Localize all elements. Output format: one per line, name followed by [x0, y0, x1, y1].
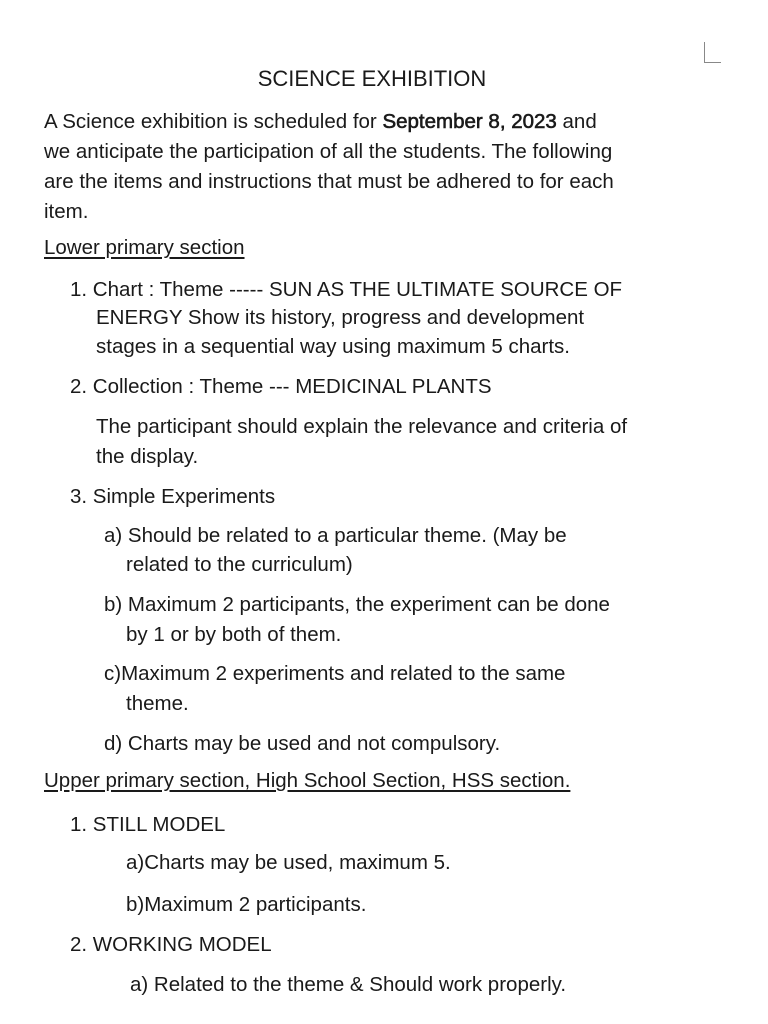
- exhibition-date: September 8, 2023: [382, 110, 557, 133]
- collection-item-line: 2. Collection : Theme --- MEDICINAL PLANTS: [70, 375, 492, 398]
- intro-line-2: we anticipate the participation of all the students. The following: [44, 140, 613, 163]
- collection-theme: MEDICINAL PLANTS: [295, 375, 492, 398]
- chart-item-line-3: stages in a sequential way using maximum 5 charts.: [96, 335, 571, 358]
- experiment-rule-b-line-2: by 1 or by both of them.: [126, 623, 342, 646]
- experiments-heading: 3. Simple Experiments: [70, 485, 276, 508]
- intro-line-4: item.: [44, 200, 89, 223]
- intro-line-1: A Science exhibition is scheduled for September 8, 2023 and: [44, 110, 597, 133]
- experiment-rule-a-line-2: related to the curriculum): [126, 553, 353, 576]
- chart-item-line-1: 1. Chart : Theme ----- SUN AS THE ULTIMATE SOURCE OF: [70, 278, 623, 301]
- still-model-rule-a: a)Charts may be used, maximum 5.: [126, 851, 451, 874]
- experiment-rule-d: d) Charts may be used and not compulsory.: [104, 732, 501, 755]
- document-title: SCIENCE EXHIBITION: [257, 66, 487, 91]
- experiment-rule-c-line-2: theme.: [126, 692, 189, 715]
- collection-note-line-1: The participant should explain the relevance and criteria of: [96, 415, 628, 438]
- page-corner-mark: [704, 42, 721, 63]
- still-model-heading: 1. STILL MODEL: [70, 813, 226, 836]
- intro-line-3: are the items and instructions that must be adhered to for each: [44, 170, 614, 193]
- working-model-heading: 2. WORKING MODEL: [70, 933, 272, 956]
- lower-primary-heading: Lower primary section: [44, 236, 245, 259]
- upper-section-heading: Upper primary section, High School Section, HSS section.: [44, 769, 571, 792]
- still-model-rule-b: b)Maximum 2 participants.: [126, 893, 367, 916]
- collection-note-line-2: the display.: [96, 445, 199, 468]
- working-model-rule-a: a) Related to the theme & Should work properly.: [130, 973, 567, 996]
- experiment-rule-b-line-1: b) Maximum 2 participants, the experiment can be done: [104, 593, 610, 616]
- experiment-rule-a-line-1: a) Should be related to a particular theme. (May be: [104, 524, 567, 547]
- chart-theme: SUN AS THE ULTIMATE SOURCE OF: [268, 278, 623, 301]
- experiment-rule-c-line-1: c)Maximum 2 experiments and related to the same: [104, 662, 566, 685]
- chart-item-line-2: ENERGY Show its history, progress and development: [96, 306, 585, 329]
